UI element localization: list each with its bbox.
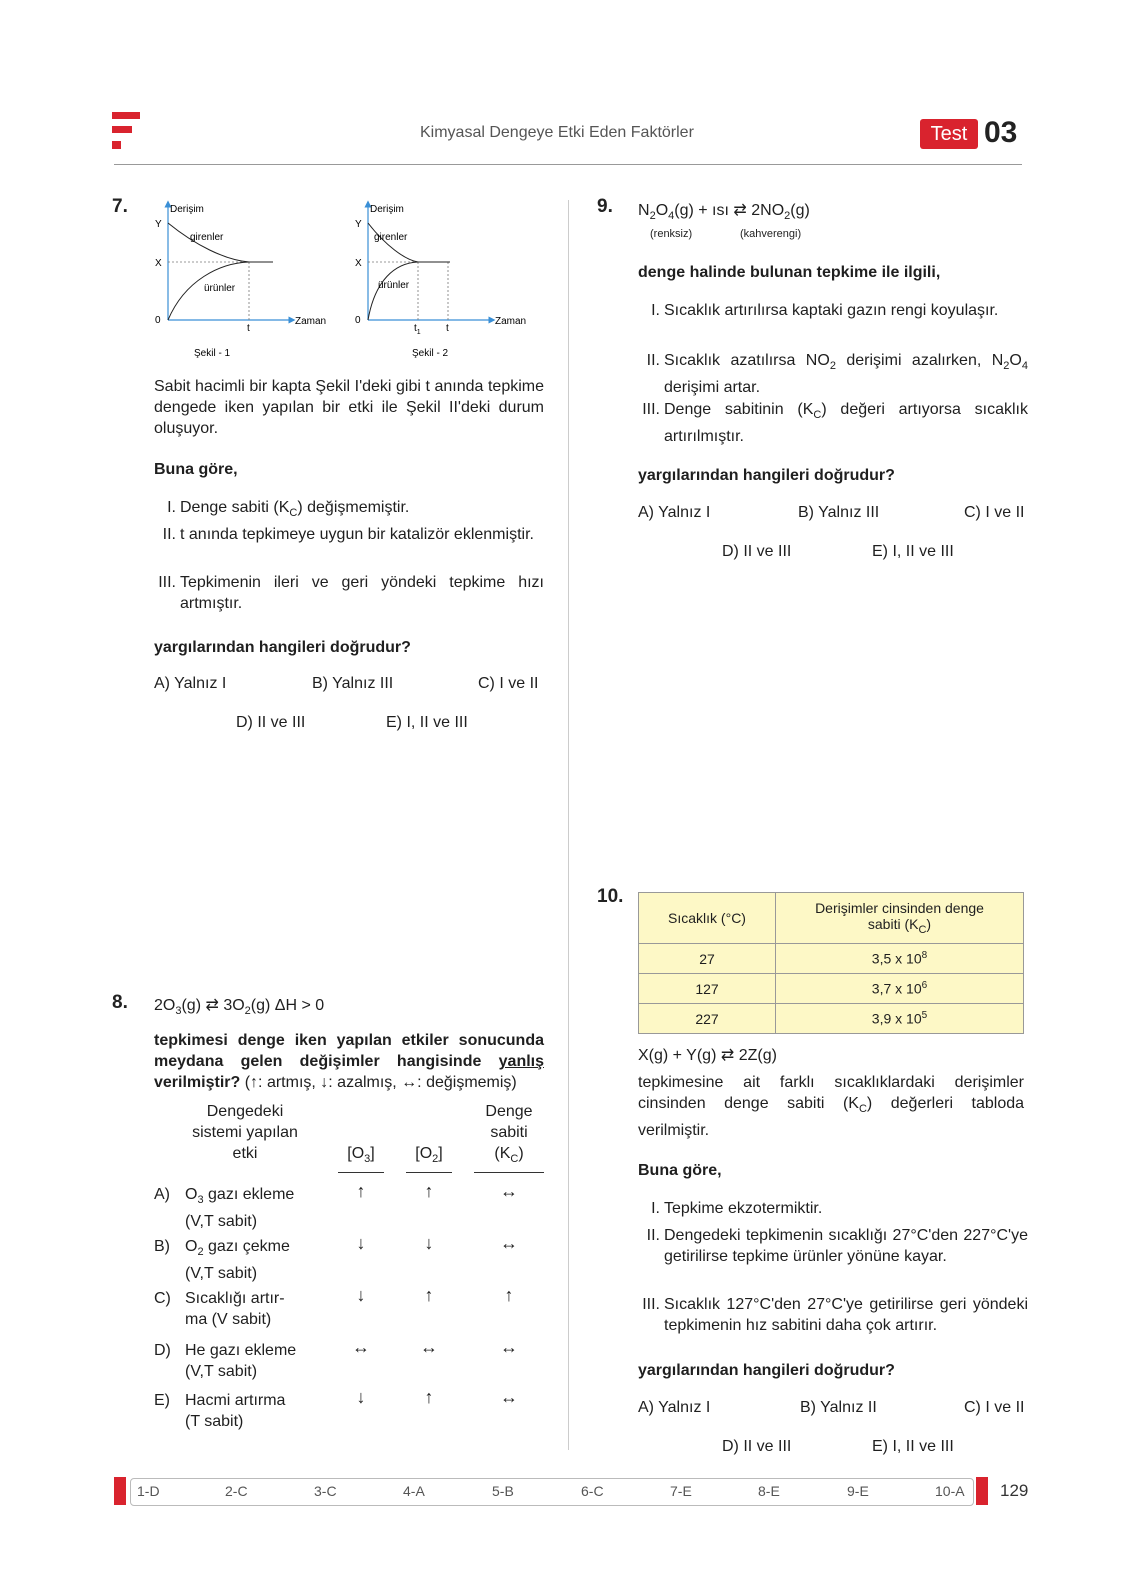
q9-option-b[interactable]: B) Yalnız III [798,504,880,521]
q8-row-o2: ↓ [424,1233,434,1253]
q8-row-letter: A) [154,1186,170,1203]
q8-row-k: ↑ [504,1285,514,1305]
g1-y-axis-label: Derişim [170,204,204,215]
q9-item-3: III. Denge sabitinin $(K_C)$ değeri artıyorsa sıcaklık artırılmıştır. [642,401,1028,446]
q8-row-effect: $O_3$ gazı ekleme (V,T sabit) [185,1186,295,1231]
q10-table-row: 27 3,5 x $10^8$ [639,944,1024,974]
q8-row-letter: E) [154,1392,170,1409]
answer-key-item: 1-D [137,1483,160,1499]
q7-item-3: III. Tepkimenin ileri ve geri yöndeki tepkime hızı artmıştır. [158,574,544,612]
q10-lead: Buna göre, [638,1162,722,1179]
g1-products-label: ürünler [204,283,236,294]
g1-y-mark: Y [155,219,162,230]
footer-right-marker [976,1477,988,1505]
q7-text: Sabit hacimli bir kapta Şekil I'deki gibi t anında tepkime dengede iken yapılan bir etki ile Şekil II'deki durum oluşuyor. [154,378,544,437]
q10-option-c[interactable]: C) I ve II [964,1399,1025,1416]
q8-row-o3: ↔ [352,1337,370,1357]
q10-table-row: 127 3,7 x $10^6$ [639,974,1024,1004]
q7-option-d[interactable]: D) II ve III [236,714,306,731]
q8-row-letter: D) [154,1342,171,1359]
q10-text: tepkimesine ait farklı sıcaklıklardaki derişimler cinsinden denge sabiti $(K_C)$ değerleri tabloda verilmiştir. [638,1074,1025,1140]
question-number-10: 10. [597,886,624,907]
q8-reaction: $2O_3(g)$ ⇄ $3O_2(g) \Delta H > 0$ [154,997,325,1018]
q9-option-e[interactable]: E) I, II ve III [872,543,954,560]
g2-y-axis-label: Derişim [370,204,404,215]
question-number-8: 8. [112,992,128,1013]
g2-caption: Şekil - 2 [412,348,449,359]
answer-key-item: 7-E [670,1483,692,1499]
question-number-7: 7. [112,196,128,217]
q7-option-c[interactable]: C) I ve II [478,675,539,692]
footer-left-marker [114,1477,126,1505]
answer-key-item: 2-C [225,1483,248,1499]
g2-y-mark: Y [355,219,362,230]
column-divider [568,200,569,1450]
q8-head-o2: $[O_2]$ [406,1143,452,1173]
q9-note-brown: (kahverengi) [740,228,802,240]
q8-row-o2: ↑ [424,1285,434,1305]
g2-t1-label: $t_1$ [414,323,421,336]
q9-reaction: $N_2O_4(g)$ + ısı ⇄ $2NO_2(g)$ [638,202,810,223]
q8-text: tepkimesi denge iken yapılan etkiler sonucunda meydana gelen değişimler hangisinde yanlış verilmiştir? (↑: artmış, ↓: azalmış, ↔: değişmemiş) [154,1032,544,1091]
q9-question: yargılarından hangileri doğrudur? [638,467,895,484]
q8-row-k: ↔ [500,1387,518,1407]
q7-lead: Buna göre, [154,461,238,478]
g2-reactants-label: girenler [374,232,408,243]
question-number-9: 9. [597,196,613,217]
q8-row-effect: He gazı ekleme (V,T sabit) [185,1342,297,1380]
q8-row-effect: $O_2$ gazı çekme (V,T sabit) [185,1238,290,1283]
answer-key-item: 10-A [935,1483,965,1499]
answer-key-item: 4-A [403,1483,425,1499]
q9-item-1: I. Sıcaklık artırılırsa kaptaki gazın rengi koyulaşır. [651,302,999,319]
q8-row-k: ↔ [500,1337,518,1357]
g2-origin: 0 [355,315,361,326]
answer-key-item: 8-E [758,1483,780,1499]
g2-products-label: ürünler [378,280,410,291]
q10-option-a[interactable]: A) Yalnız I [638,1399,711,1416]
q9-option-d[interactable]: D) II ve III [722,543,792,560]
test-number: 03 [984,116,1018,149]
q7-option-b[interactable]: B) Yalnız III [312,675,394,692]
q7-option-e[interactable]: E) I, II ve III [386,714,468,731]
q8-row-effect: Sıcaklığı artır- ma (V sabit) [185,1290,285,1328]
q8-row-o2: ↔ [420,1337,438,1357]
publisher-logo [112,112,142,152]
q9-option-c[interactable]: C) I ve II [964,504,1025,521]
q8-row-o3: ↓ [356,1387,366,1407]
q8-row-k: ↔ [500,1233,518,1253]
q10-question: yargılarından hangileri doğrudur? [638,1362,895,1379]
q8-head-k: Denge sabiti $(K_C)$ [474,1101,544,1173]
g1-t-label: t [247,323,250,334]
q8-row-o2: ↑ [424,1181,434,1201]
q10-option-b[interactable]: B) Yalnız II [800,1399,877,1416]
q9-item-2: II. Sıcaklık azatılırsa $NO_2$ derişimi azalırken, $N_2O_4$ derişimi artar. [646,352,1028,397]
graph-2 [355,204,526,359]
q10-table-row: 227 3,9 x $10^5$ [639,1004,1024,1034]
q7-item-1: I. Denge sabiti $(K_C)$ değişmemiştir. [167,499,410,520]
header-divider [114,164,1022,165]
g1-x-axis-label: Zaman [295,316,327,327]
q7-option-a[interactable]: A) Yalnız I [154,675,227,692]
q8-row-o2: ↑ [424,1387,434,1407]
g1-reactants-label: girenler [190,232,224,243]
answer-key-item: 5-B [492,1483,514,1499]
q10-item-2: II. Dengedeki tepkimenin sıcaklığı 27°C'den 227°C'ye getirilirse tepkime ürünler yönüne kayar. [646,1227,1028,1265]
q8-row-o3: ↓ [356,1285,366,1305]
q10-item-1: I. Tepkime ekzotermiktir. [651,1200,823,1217]
q8-row-letter: B) [154,1238,170,1255]
q10-head-k: Derişimler cinsinden denge sabiti $(K_C)$ [776,893,1024,944]
q10-kc-table [638,892,1024,1034]
g1-origin: 0 [155,315,161,326]
test-badge: Test [920,119,978,149]
header-title: Kimyasal Dengeye Etki Eden Faktörler [420,124,694,141]
q9-option-a[interactable]: A) Yalnız I [638,504,711,521]
q8-row-effect: Hacmi artırma (T sabit) [185,1392,286,1430]
q9-lead: denge halinde bulunan tepkime ile ilgili, [638,264,941,281]
q8-row-o3: ↑ [356,1181,366,1201]
page-number: 129 [1000,1481,1029,1500]
q9-note-colorless: (renksiz) [650,228,693,240]
q10-head-temp: Sıcaklık (°C) [639,893,776,944]
q8-head-o3: $[O_3]$ [338,1143,384,1173]
q8-row-letter: C) [154,1290,171,1307]
g2-t-label: t [446,323,449,334]
q7-graphs [150,200,550,370]
g2-x-mark: X [355,258,362,269]
q7-item-2: II. t anında tepkimeye uygun bir katalizör eklenmiştir. [162,526,534,543]
q10-option-e[interactable]: E) I, II ve III [872,1438,954,1455]
g1-caption: Şekil - 1 [194,348,231,359]
q8-head-effect: Dengedeki sistemi yapılan etki [192,1103,298,1162]
q10-option-d[interactable]: D) II ve III [722,1438,792,1455]
q7-question: yargılarından hangileri doğrudur? [154,639,411,656]
q10-item-3: III. Sıcaklık 127°C'den 27°C'ye getirilirse geri yöndeki tepkimenin hız sabitini daha çok artırır. [642,1296,1028,1334]
q8-row-o3: ↓ [356,1233,366,1253]
answer-key-item: 3-C [314,1483,337,1499]
g1-x-mark: X [155,258,162,269]
q10-reaction: X(g) + Y(g) ⇄ 2Z(g) [638,1047,777,1064]
answer-key-item: 9-E [847,1483,869,1499]
q8-row-k: ↔ [500,1181,518,1201]
answer-key-item: 6-C [581,1483,604,1499]
graph-1 [155,204,326,359]
g2-x-axis-label: Zaman [495,316,527,327]
